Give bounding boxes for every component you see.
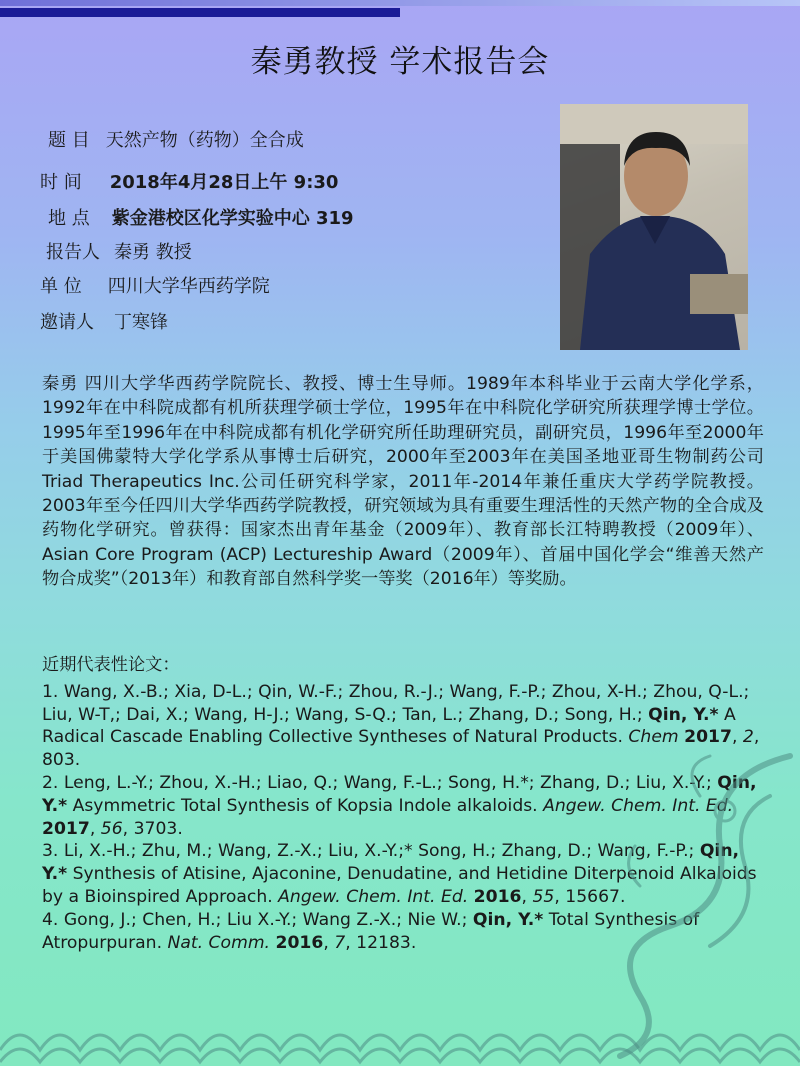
paper-volume: 7: [334, 932, 346, 953]
info-row-time: [40, 168, 338, 194]
paper-journal: Chem: [628, 727, 679, 748]
info-value: 天然产物（药物）全合成: [105, 130, 304, 151]
paper-volume: 2: [742, 727, 754, 748]
paper-title: Synthesis of Atisine, Ajaconine, Denudatine, and Hetidine Diterpenoid Alkaloids by a Bioinspired Approach.: [42, 864, 757, 907]
paper-year: 2017: [42, 818, 90, 839]
paper-title: A Radical Cascade Enabling Collective Syntheses of Natural Products.: [42, 704, 736, 748]
paper-item: 4. Gong, J.; Chen, H.; Liu X.-Y.; Wang Z.-X.; Nie W.; Qin, Y.* Total Synthesis of Atropurpuran. Nat. Comm. 2016, 7, 12183.: [42, 909, 700, 953]
paper-year: 2017: [684, 727, 732, 748]
page-title: 秦勇教授 学术报告会: [250, 44, 550, 80]
top-bar: [0, 8, 400, 17]
paper-corresponding-author: Qin, Y.*: [472, 909, 544, 930]
top-accent-stripe: [0, 0, 800, 6]
paper-year: 2016: [275, 932, 324, 953]
paper-pages: 12183.: [356, 932, 417, 953]
paper-pages: 15667.: [565, 886, 626, 907]
paper-item: 1. Wang, X.-B.; Xia, D-L.; Qin, W.-F.; Zhou, R.-J.; Wang, F.-P.; Zhou, X-H.; Zhou, Q-L.; Liu, W-T,; Dai, X.; Wang, H-J.; Wang, S-Q.; Tan, L.; Zhang, D.; Song, H.; Qin, Y.* A Radical Cascade Enabling Collective Syntheses of Natural Products. Chem 2017, 2, 803.: [42, 681, 760, 771]
info-label: 地 点: [48, 208, 90, 229]
paper-volume: 56: [100, 818, 123, 839]
paper-journal: Angew. Chem. Int. Ed.: [278, 886, 469, 907]
info-label: 邀请人: [40, 312, 94, 333]
speaker-photo: [560, 104, 748, 350]
info-row-affiliation: [40, 272, 270, 298]
paper-authors: 2. Leng, L.-Y.; Zhou, X.-H.; Liao, Q.; Wang, F.-L.; Song, H.*; Zhang, D.; Liu, X.-Y.;: [42, 772, 712, 793]
paper-authors: 3. Li, X.-H.; Zhu, M.; Wang, Z.-X.; Liu, X.-Y.;* Song, H.; Zhang, D.; Wang, F.-P.;: [42, 841, 695, 862]
speaker-portrait-illustration: [560, 104, 748, 350]
paper-pages: 3703.: [133, 818, 183, 839]
paper-journal: Nat. Comm.: [167, 932, 271, 953]
info-row-topic: [40, 126, 304, 152]
info-value: 2018年4月28日上午 9:30: [109, 172, 339, 193]
paper-authors: 4. Gong, J.; Chen, H.; Liu X.-Y.; Wang Z.-X.; Nie W.;: [42, 909, 468, 930]
paper-year: 2016: [473, 886, 522, 907]
info-value: 四川大学华西药学院: [107, 276, 270, 297]
info-label: 单 位: [40, 276, 82, 297]
info-value: 秦勇 教授: [114, 242, 192, 263]
info-row-speaker: [40, 238, 192, 264]
paper-title: Total Synthesis of Atropurpuran.: [42, 909, 700, 953]
paper-corresponding-author: Qin, Y.*: [648, 704, 719, 725]
paper-pages: 803.: [42, 750, 81, 771]
papers-heading: 近期代表性论文：: [42, 655, 180, 675]
paper-journal: Angew. Chem. Int. Ed.: [543, 795, 734, 816]
paper-corresponding-author: Qin, Y.*: [42, 841, 740, 885]
paper-item: 3. Li, X.-H.; Zhu, M.; Wang, Z.-X.; Liu, X.-Y.;* Song, H.; Zhang, D.; Wang, F.-P.; Qin, Y.* Synthesis of Atisine, Ajaconine, Denudatine, and Hetidine Diterpenoid Alkaloids by a Bioinspired Approach. Angew. Chem. Int. Ed. 2016, 55, 15667.: [42, 841, 757, 907]
paper-corresponding-author: Qin, Y.*: [42, 772, 757, 816]
wave-pattern-decoration: [0, 980, 800, 1066]
speaker-biography: 秦勇 四川大学华西药学院院长、教授、博士生导师。1989年本科毕业于云南大学化学系，1992年在中科院成都有机所获理学硕士学位，1995年在中科院化学研究所获理学博士学位。1995年至1996年在中科院成都有机化学研究所任助理研究员，副研究员，1996年至2000年于美国佛蒙特大学化学系从事博士后研究，2000年至2003年在美国圣地亚哥生物制药公司Triad Therapeutics Inc.公司任研究科学家，2011年-2014年兼任重庆大学药学院教授。2003年至今任四川大学华西药学院教授，研究领域为具有重要生理活性的天然产物的全合成及药物化学研究。曾获得：国家杰出青年基金（2009年）、教育部长江特聘教授（2009年）、Asian Core Program (ACP) Lectureship Award（2009年）、首届中国化学会“维善天然产物合成奖”（2013年）和教育部自然科学奖一等奖（2016年）等奖励。: [42, 374, 764, 590]
paper-volume: 55: [532, 886, 555, 907]
info-label: 报告人: [46, 242, 100, 263]
info-label: 时 间: [40, 172, 82, 193]
paper-title: Asymmetric Total Synthesis of Kopsia Indole alkaloids.: [72, 795, 538, 816]
info-row-location: [40, 204, 354, 230]
info-value: 紫金港校区化学实验中心 319: [111, 208, 354, 229]
paper-item: 2. Leng, L.-Y.; Zhou, X.-H.; Liao, Q.; Wang, F.-L.; Song, H.*; Zhang, D.; Liu, X.-Y.; Qin, Y.* Asymmetric Total Synthesis of Kopsia Indole alkaloids. Angew. Chem. Int. Ed. 2017, 56, 3703.: [42, 772, 757, 839]
info-row-host: [40, 308, 168, 334]
paper-authors: 1. Wang, X.-B.; Xia, D-L.; Qin, W.-F.; Zhou, R.-J.; Wang, F.-P.; Zhou, X-H.; Zhou, Q-L.; Liu, W-T,; Dai, X.; Wang, H-J.; Wang, S-Q.; Tan, L.; Zhang, D.; Song, H.;: [42, 681, 750, 725]
info-label: 题 目: [48, 130, 90, 151]
info-value: 丁寒锋: [114, 312, 168, 333]
